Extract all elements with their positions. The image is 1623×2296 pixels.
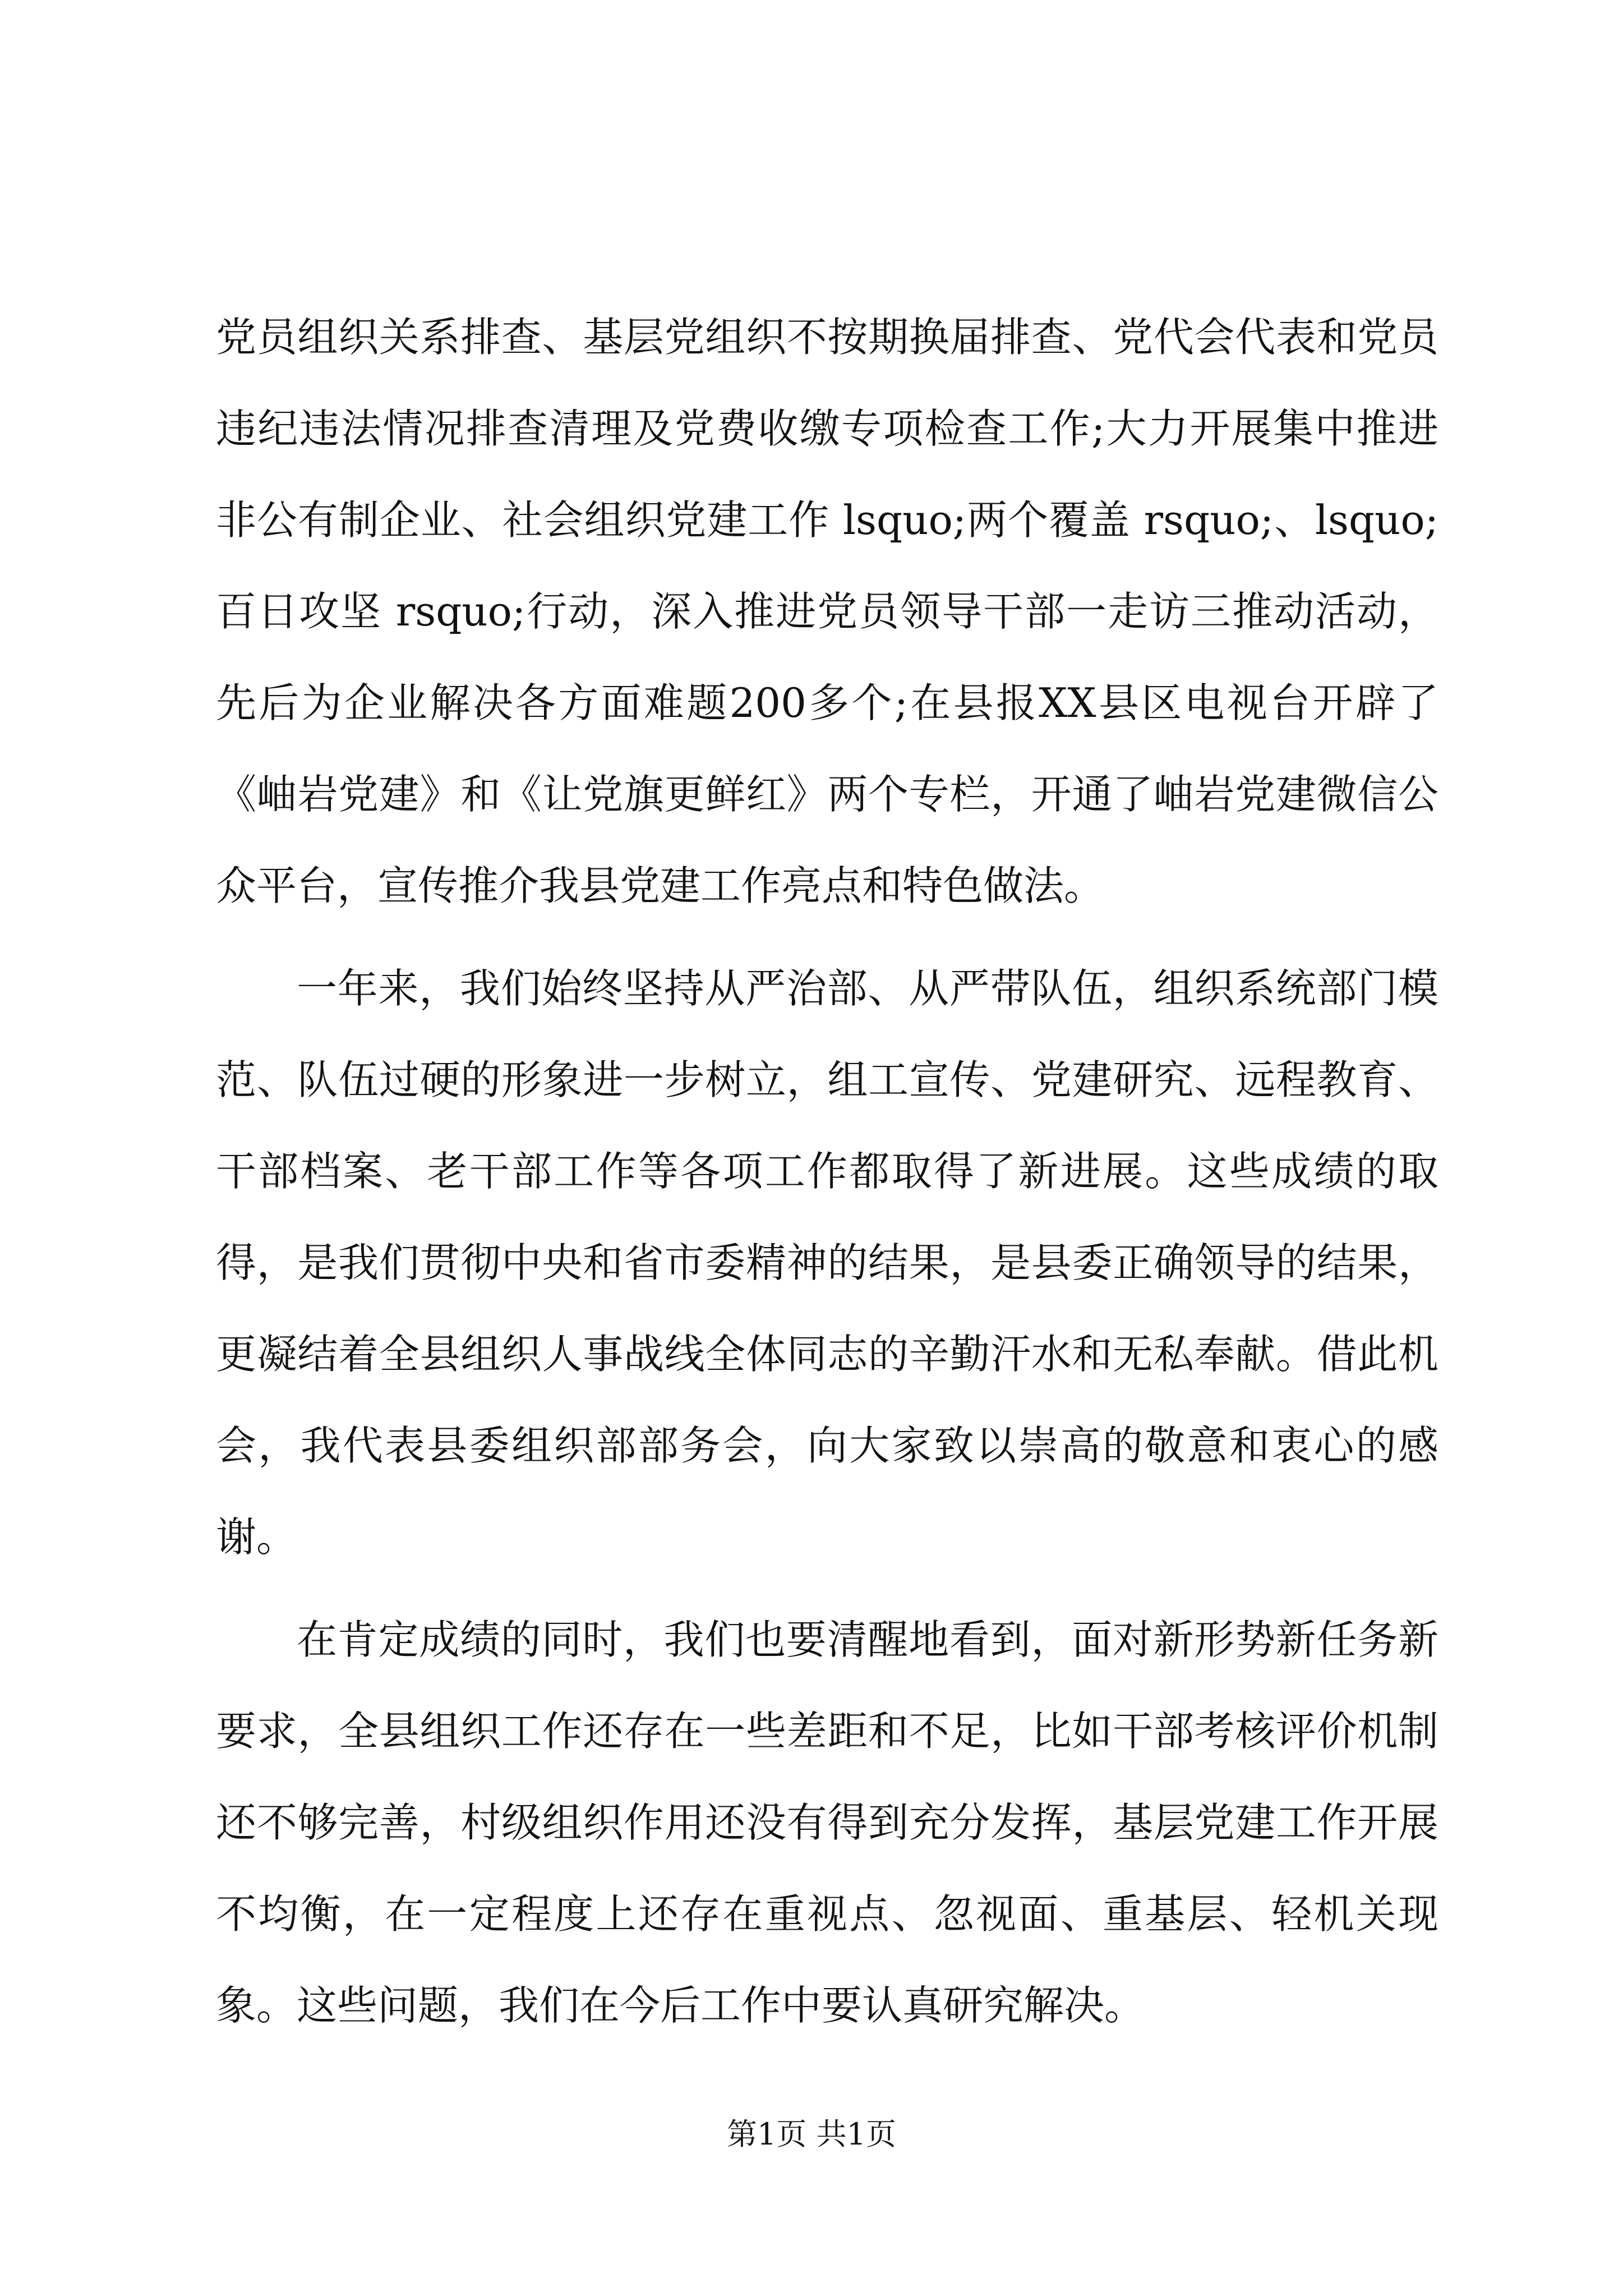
- paragraph-3: 在肯定成绩的同时，我们也要清醒地看到，面对新形势新任务新要求，全县组织工作还存在一些差距和不足，比如干部考核评价机制还不够完善，村级组织作用还没有得到充分发挥，基层党建工作开展不均衡，在一定程度上还存在重视点、忽视面、重基层、轻机关现象。这些问题，我们在今后工作中要认真研究解决。: [216, 1616, 1438, 2029]
- paragraph-2: 一年来，我们始终坚持从严治部、从严带队伍，组织系统部门模范、队伍过硬的形象进一步树立，组工宣传、党建研究、远程教育、干部档案、老干部工作等各项工作都取得了新进展。这些成绩的取得，是我们贯彻中央和省市委精神的结果，是县委正确领导的结果，更凝结着全县组织人事战线全体同志的辛勤汗水和无私奉献。借此机会，我代表县委组织部部务会，向大家致以崇高的敬意和衷心的感谢。: [216, 965, 1438, 1561]
- page-footer: 第1页 共1页: [727, 2116, 896, 2152]
- document-body: [216, 292, 1438, 2063]
- paragraph-1: 党员组织关系排查、基层党组织不按期换届排查、党代会代表和党员违纪违法情况排查清理及党费收缴专项检查工作;大力开展集中推进非公有制企业、社会组织党建工作 lsquo;两个覆盖 rsquo;、lsquo;百日攻坚 rsquo;行动，深入推进党员领导干部一走访三推动活动，先后为企业解决各方面难题200多个;在县报XX县区电视台开辟了《岫岩党建》和《让党旗更鲜红》两个专栏，开通了岫岩党建微信公众平台，宣传推介我县党建工作亮点和特色做法。: [216, 314, 1438, 909]
